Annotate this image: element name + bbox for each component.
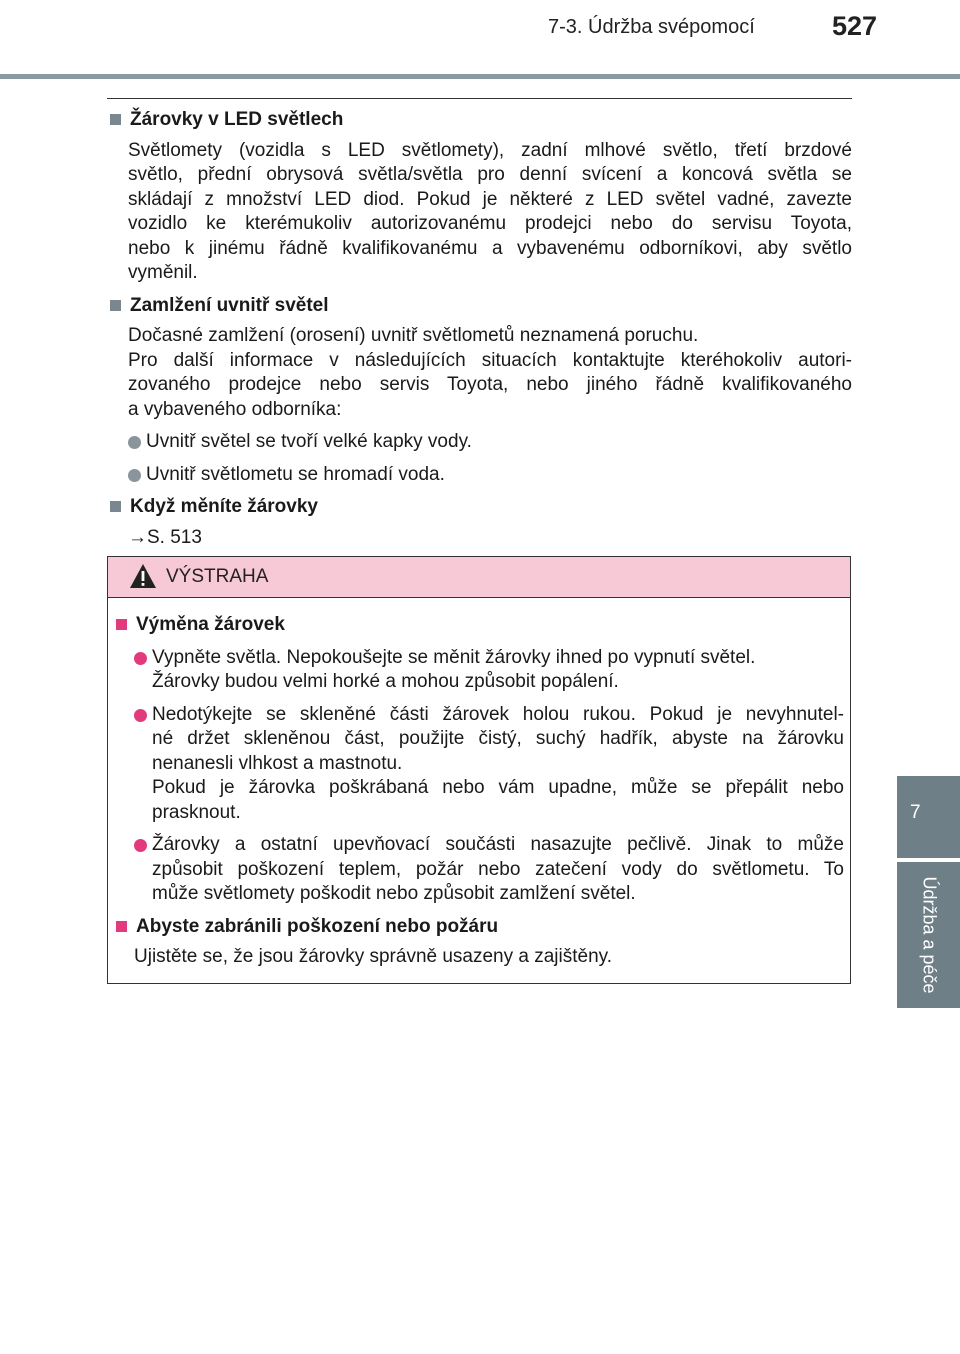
warning-list-item bbox=[134, 703, 844, 826]
warning-text: Ujistěte se, že jsou žárovky správně usazeny a zajištěny. bbox=[134, 946, 613, 967]
text-line: zovaného prodejce nebo servis Toyota, nebo jiného řádně kvalifikovaného bbox=[128, 374, 852, 395]
text-line: né držet skleněnou část, použijte čistý, suchý hadřík, abyste na žárovku bbox=[152, 728, 844, 749]
chapter-label-tab bbox=[897, 862, 960, 1008]
section-heading-led bbox=[108, 108, 852, 133]
bullet-dot-icon bbox=[134, 839, 147, 852]
condensation-paragraph bbox=[128, 324, 852, 422]
text-line: vyměnil. bbox=[128, 262, 198, 283]
text-line: nebo k jinému řádně kvalifikovanému a vybavenému odborníkovi, aby světlo bbox=[128, 237, 852, 259]
header-bar bbox=[0, 74, 960, 79]
bullet-dot-icon bbox=[128, 436, 141, 449]
section-title: Žárovky v LED světlech bbox=[130, 109, 344, 130]
bullet-dot-icon bbox=[128, 469, 141, 482]
list-item-text: Uvnitř světlometu se hromadí voda. bbox=[146, 463, 445, 485]
text-line: Žárovky a ostatní upevňovací součásti nasazujte pečlivě. Jinak to může bbox=[152, 834, 844, 855]
bullet-dot-icon bbox=[134, 709, 147, 722]
text-line: Pokud je žárovka poškrábaná nebo vám upadne, může se přepálit nebo bbox=[152, 777, 844, 798]
square-bullet-icon bbox=[116, 921, 127, 932]
text-line: prasknout. bbox=[152, 801, 241, 823]
text-line: Světlomety (vozidla s LED světlomety), zadní mlhové světlo, třetí brzdové bbox=[128, 139, 852, 161]
warning-box bbox=[107, 556, 851, 984]
text-line: světlo, přední obrysová světla/světla pro denní svícení a koncová světla se bbox=[128, 164, 852, 185]
square-bullet-icon bbox=[110, 300, 121, 311]
square-bullet-icon bbox=[110, 114, 121, 125]
section-heading-condensation bbox=[108, 294, 852, 319]
chapter-number: 7 bbox=[910, 802, 921, 823]
text-line: Žárovky budou velmi horké a mohou způsobit popálení. bbox=[152, 671, 619, 692]
text-line: Vypněte světla. Nepokoušejte se měnit žárovky ihned po vypnutí světel. bbox=[152, 646, 756, 668]
chapter-tab bbox=[897, 776, 960, 858]
header-section-title: 7-3. Údržba svépomocí bbox=[548, 16, 755, 38]
text-line: nenanesli vlhkost a mastnotu. bbox=[152, 752, 403, 774]
bullet-dot-icon bbox=[134, 652, 147, 665]
warning-body bbox=[114, 613, 844, 970]
led-paragraph bbox=[128, 139, 852, 286]
page-reference: →S. 513 bbox=[128, 526, 202, 548]
page-number: 527 bbox=[832, 11, 878, 41]
main-content bbox=[108, 108, 852, 550]
warning-subheading bbox=[114, 613, 844, 638]
text-line: Pro další informace v následujících situacích kontaktujte kteréhokoliv autori- bbox=[128, 349, 852, 371]
content-rule bbox=[107, 98, 852, 99]
text-line: Nedotýkejte se skleněné části žárovek holou rukou. Pokud je nevyhnutel- bbox=[152, 703, 844, 725]
subheading-text: Výměna žárovek bbox=[136, 614, 285, 635]
warning-header bbox=[108, 557, 850, 598]
text-line: může světlomety poškodit nebo způsobit zamlžení světel. bbox=[152, 883, 636, 904]
warning-triangle-icon bbox=[128, 562, 158, 590]
list-item bbox=[128, 430, 852, 455]
list-item bbox=[128, 463, 852, 488]
list-item-text: Uvnitř světel se tvoří velké kapky vody. bbox=[146, 431, 472, 452]
square-bullet-icon bbox=[116, 619, 127, 630]
text-line: skládají z množství LED diod. Pokud je některé z LED světel vadné, zavezte bbox=[128, 188, 852, 210]
text-line: vozidlo ke kterémukoliv autorizovanému prodejci nebo do servisu Toyota, bbox=[128, 213, 852, 234]
warning-label: VÝSTRAHA bbox=[166, 566, 269, 587]
text-line: způsobit poškození teplem, požár nebo zatečení vody do světlometu. To bbox=[152, 858, 844, 880]
chapter-label: Údržba a péče bbox=[919, 876, 939, 994]
section-title: Když měníte žárovky bbox=[130, 496, 318, 517]
subheading-text: Abyste zabránili poškození nebo požáru bbox=[136, 915, 499, 937]
section-title: Zamlžení uvnitř světel bbox=[130, 294, 329, 316]
section-heading-replace bbox=[108, 495, 852, 520]
text-line: Dočasné zamlžení (orosení) uvnitř světlometů neznamená poruchu. bbox=[128, 325, 699, 346]
warning-subheading bbox=[114, 915, 844, 940]
text-line: a vybaveného odborníka: bbox=[128, 398, 342, 420]
warning-list-item bbox=[134, 646, 844, 695]
warning-list-item bbox=[134, 833, 844, 907]
square-bullet-icon bbox=[110, 501, 121, 512]
